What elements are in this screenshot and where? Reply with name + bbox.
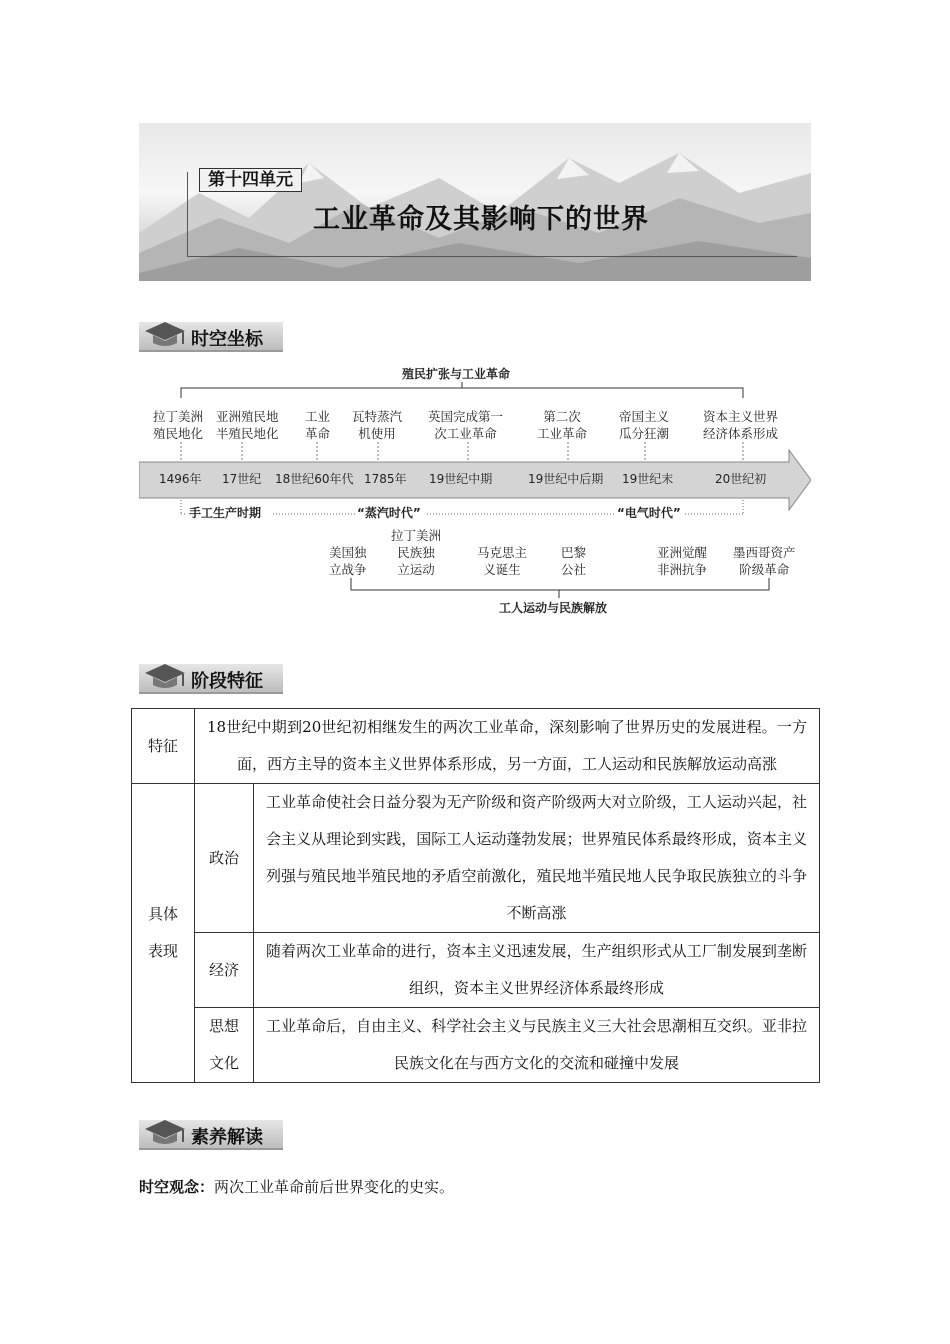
date-label: 20世纪初 (715, 472, 767, 486)
date-label: 17世纪 (222, 472, 262, 486)
event-britain-first-revolution: 英国完成第一 次工业革命 (428, 409, 504, 441)
economy-text: 随着两次工业革命的进行，资本主义迅速发展，生产组织形式从工厂制发展到垄断组织，资本主义世界经济体系最终形成 (254, 933, 820, 1008)
literacy-label: 时空观念： (139, 1178, 215, 1196)
literacy-text: 两次工业革命前后世界变化的史实。 (214, 1178, 455, 1196)
event-paris-commune: 巴黎 公社 (561, 545, 587, 577)
section-title: 阶段特征 (191, 671, 263, 692)
culture-text: 工业革命后，自由主义、科学社会主义与民族主义三大社会思潮相互交织。亚非拉民族文化在与西方文化的交流和碰撞中发展 (254, 1008, 820, 1083)
event-latin-america-colonized: 拉丁美洲 殖民地化 (153, 409, 204, 441)
banner-bracket-vertical (187, 172, 188, 256)
feature-text: 18世纪中期到20世纪初相继发生的两次工业革命，深刻影响了世界历史的发展进程。一方面，西方主导的资本主义世界体系形成，另一方面，工人运动和民族解放运动高涨 (195, 709, 820, 784)
event-mexican-revolution: 墨西哥资产 阶级革命 (733, 545, 796, 577)
section-head-literacy (139, 1116, 285, 1150)
section-head-timeline (139, 318, 285, 352)
culture-label: 思想文化 (195, 1008, 254, 1083)
unit-title: 工业革命及其影响下的世界 (313, 204, 649, 235)
era-electric: “电气时代” (617, 506, 681, 520)
event-industrial-revolution: 工业 革命 (305, 409, 331, 441)
row-label-details: 具体表现 (132, 784, 195, 1083)
event-second-revolution: 第二次 工业革命 (537, 409, 588, 441)
event-asia-colonized: 亚洲殖民地 半殖民地化 (216, 409, 279, 441)
section-title: 时空坐标 (191, 329, 263, 350)
banner-bracket-horizontal (187, 256, 797, 257)
date-label: 1785年 (364, 472, 407, 486)
section-head-features (139, 660, 285, 694)
date-label: 1496年 (159, 472, 202, 486)
graduation-cap-icon (143, 318, 187, 352)
table-row (132, 1008, 820, 1083)
date-label: 19世纪中后期 (528, 472, 604, 486)
date-label: 19世纪末 (622, 472, 674, 486)
graduation-cap-icon (143, 660, 187, 694)
event-latin-american-independence: 拉丁美洲 民族独 立运动 (391, 528, 442, 577)
politics-label: 政治 (195, 784, 254, 933)
top-group-label: 殖民扩张与工业革命 (402, 367, 511, 381)
table-row (132, 784, 820, 933)
event-imperialist-scramble: 帝国主义 瓜分狂潮 (619, 409, 670, 441)
literacy-paragraph (139, 1176, 454, 1197)
unit-number-label: 第十四单元 (199, 168, 302, 192)
table-row (132, 709, 820, 784)
event-watt-steam-engine: 瓦特蒸汽 机使用 (352, 409, 403, 441)
era-steam: “蒸汽时代” (357, 506, 421, 520)
bottom-group-label: 工人运动与民族解放 (499, 601, 608, 615)
row-label-feature: 特征 (132, 709, 195, 784)
date-label: 18世纪60年代 (275, 472, 354, 486)
event-world-economic-system: 资本主义世界 经济体系形成 (703, 409, 779, 441)
section-title: 素养解读 (191, 1127, 263, 1148)
table-row (132, 933, 820, 1008)
event-american-independence: 美国独 立战争 (329, 545, 367, 577)
timeline-diagram (139, 360, 811, 620)
era-handicraft: 手工生产时期 (189, 506, 262, 520)
date-label: 19世纪中期 (429, 472, 493, 486)
event-asia-africa-awakening: 亚洲觉醒 非洲抗争 (657, 545, 708, 577)
economy-label: 经济 (195, 933, 254, 1008)
graduation-cap-icon (143, 1116, 187, 1150)
features-table (131, 708, 820, 1083)
event-marxism-born: 马克思主 义诞生 (477, 545, 528, 577)
timeline-graphic (139, 360, 811, 620)
politics-text: 工业革命使社会日益分裂为无产阶级和资产阶级两大对立阶级，工人运动兴起，社会主义从理论到实践，国际工人运动蓬勃发展；世界殖民体系最终形成，资本主义列强与殖民地半殖民地的矛盾空前激化，殖民地半殖民地人民争取民族独立的斗争不断高涨 (254, 784, 820, 933)
